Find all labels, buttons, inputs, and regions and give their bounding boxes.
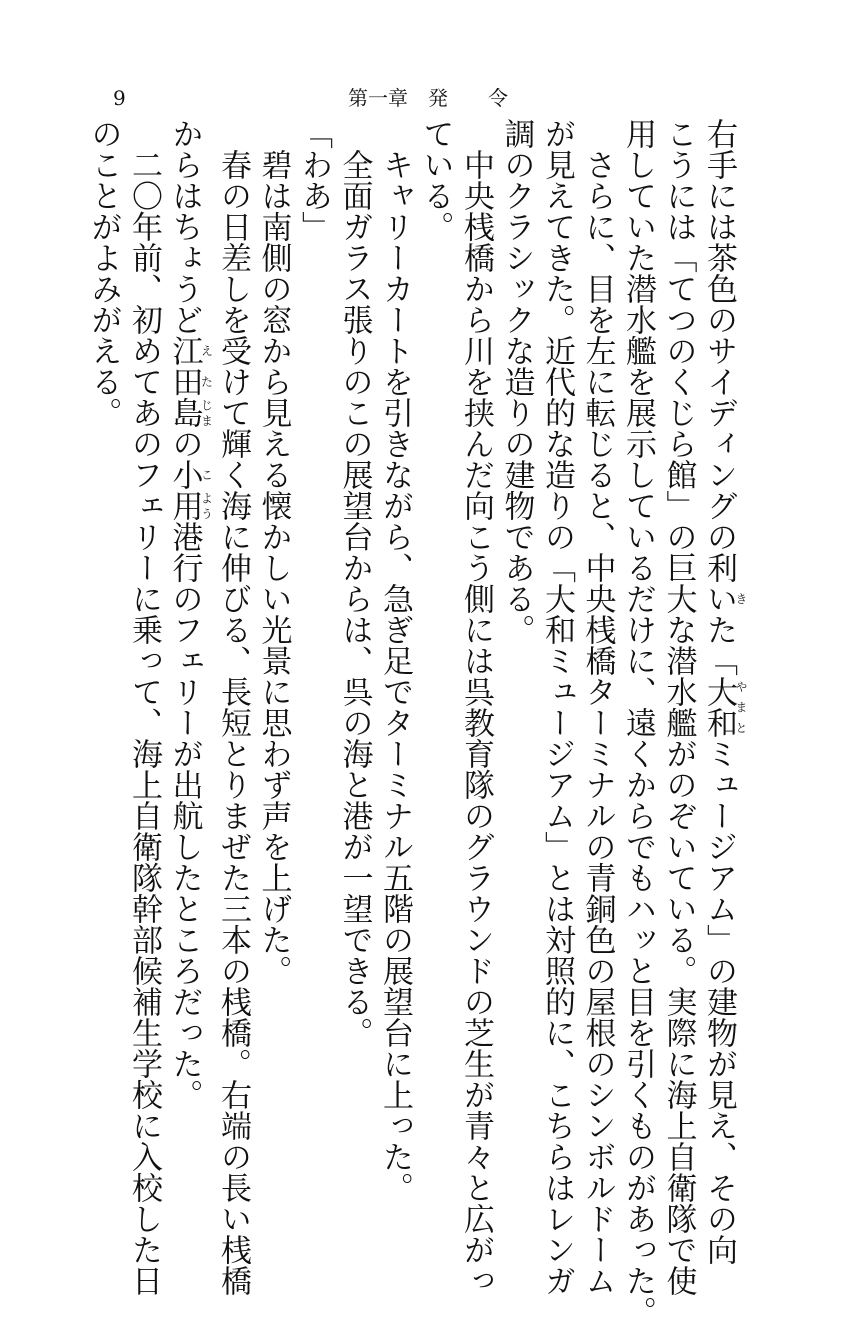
text-line [537, 118, 578, 1296]
text-line [253, 118, 294, 1078]
text-line [334, 118, 375, 1078]
text-line [618, 118, 659, 1327]
text-line [577, 118, 618, 1296]
ruby-word [166, 459, 214, 490]
running-head: 第一章 発 令 [348, 86, 508, 110]
ruby-base: 田 [166, 366, 203, 397]
ruby-word [166, 490, 214, 521]
text-run: 用していた潜水艦を展示しているだけに、遠くからでもハッと目を引くものがあった。 [620, 118, 656, 1327]
body-text [83, 118, 748, 1327]
ruby-word [166, 366, 214, 397]
text-run: 港行のフェリーが出航したところだった。 [166, 521, 203, 1110]
ruby-base: 大和 [701, 676, 737, 738]
text-run: が見えてきた。近代的な造りの「大和ミュージアム」とは対照的に、こちらはレンガ [539, 118, 575, 1296]
ruby-base: い [701, 583, 737, 614]
text-line [213, 118, 254, 1296]
text-run: 春の日差しを受けて輝く海に伸びる、長短とりまぜた三本の桟橋。右端の長い桟橋 [215, 118, 251, 1296]
furigana: じま [199, 397, 214, 428]
furigana: た [199, 366, 214, 397]
text-line [415, 118, 456, 1078]
furigana: え [199, 335, 214, 366]
text-line [164, 118, 214, 1110]
text-line [456, 118, 497, 1296]
ruby-base: 小 [166, 459, 203, 490]
text-run: 「わあ」 [296, 118, 332, 242]
text-run: 調のクラシックな造りの建物である。 [498, 118, 535, 645]
text-run: キャリーカートを引きながら、急ぎ足でターミナル五階の展望台に上った。 [377, 118, 413, 1203]
text-run: 全面ガラス張りのこの展望台からは、呉の海と港が一望できる。 [336, 118, 373, 1048]
text-line [496, 118, 537, 1078]
furigana: やまと [734, 676, 748, 738]
furigana: き [734, 583, 748, 614]
furigana: よう [199, 490, 214, 521]
text-run: こうには「てつのくじら館」の巨大な潜水艦がのぞいている。実際に海上自衛隊で使 [660, 118, 697, 1296]
text-run: さらに、目を左に転じると、中央桟橋ターミナルの青銅色の屋根のシンボルドーム [579, 118, 616, 1296]
ruby-word [701, 583, 748, 614]
text-run: 碧は南側の窓から見える懐かしい光景に思わず声を上げた。 [255, 118, 292, 986]
ruby-word [166, 397, 214, 428]
text-run: からはちょうど [166, 118, 203, 335]
text-run: 右手には茶色のサイディングの利 [701, 118, 737, 583]
text-run: ミュージアム」の建物が見え、その向 [701, 738, 737, 1265]
text-line [294, 118, 335, 1078]
text-run: ている。 [417, 118, 454, 242]
text-line [658, 118, 699, 1296]
furigana: こ [199, 459, 214, 490]
ruby-base: 江 [166, 335, 203, 366]
text-run: た「 [701, 614, 737, 676]
ruby-word [701, 676, 748, 738]
text-run: の [166, 428, 203, 459]
text-line [699, 118, 748, 1265]
page-number: 9 [113, 86, 127, 110]
text-run: 二〇年前、初めてあのフェリーに乗って、海上自衛隊幹部候補生学校に入校した日 [126, 118, 162, 1296]
text-run: 中央桟橋から川を挟んだ向こう側には呉教育隊のグラウンドの芝生が青々と広がっ [458, 118, 494, 1296]
text-line [83, 118, 124, 1078]
ruby-word [166, 335, 214, 366]
text-line [375, 118, 416, 1203]
text-line [124, 118, 165, 1296]
ruby-base: 島 [166, 397, 203, 428]
text-run: のことがよみがえる。 [85, 118, 122, 428]
ruby-base: 用 [166, 490, 203, 521]
